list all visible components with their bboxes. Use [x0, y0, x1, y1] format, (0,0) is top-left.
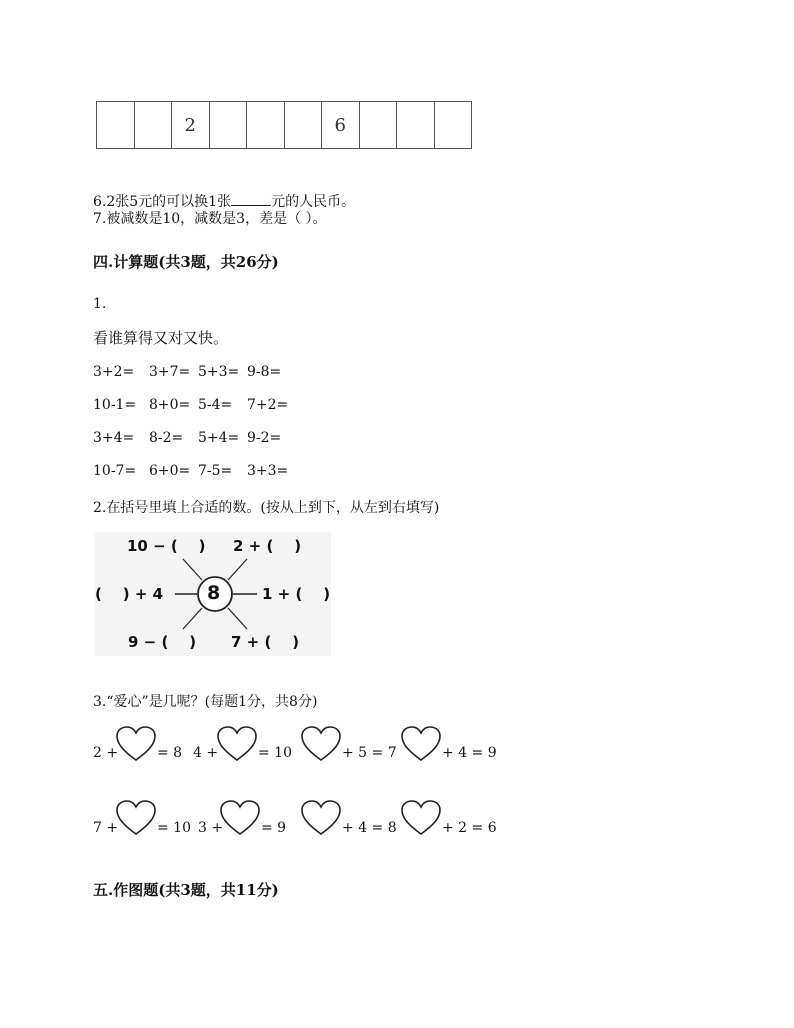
heart-eq-post: + 5 = 7 [342, 745, 397, 761]
calc-row [93, 364, 281, 380]
heart-icon[interactable] [301, 726, 341, 762]
heart-icon[interactable] [116, 726, 156, 762]
heart-eq-post: = 9 [261, 820, 287, 836]
question-6-text-before: 6.2张5元的可以换1张 [93, 194, 232, 210]
grid-cell[interactable] [397, 102, 435, 148]
heart-eq-pre: 7 + [93, 820, 119, 836]
heart-eq-pre: 2 + [93, 745, 119, 761]
heart-icon[interactable] [116, 800, 156, 836]
heart-eq-post: + 4 = 8 [342, 820, 397, 836]
star-bottom-right: 7 + ( ) [231, 633, 300, 651]
calc-row [93, 430, 281, 446]
grid-cell[interactable] [435, 102, 472, 148]
section-4-title: 四.计算题(共3题，共26分) [93, 253, 279, 271]
star-bottom-left: 9 − ( ) [128, 633, 197, 651]
calc-item: 8-2= [149, 430, 184, 446]
calc-item: 8+0= [149, 397, 191, 413]
question-2: 2.在括号里填上合适的数。(按从上到下，从左到右填写) [93, 500, 440, 516]
star-center-number: 8 [207, 582, 221, 604]
heart-eq-post: + 2 = 6 [442, 820, 497, 836]
heart-eq-post: = 10 [258, 745, 292, 761]
calc-instruction: 看谁算得又对又快。 [93, 329, 229, 347]
calc-item: 10-7= [93, 463, 137, 479]
heart-icon[interactable] [217, 726, 257, 762]
answer-blank[interactable] [231, 191, 271, 206]
grid-cell[interactable] [285, 102, 323, 148]
heart-eq-post: = 10 [157, 820, 191, 836]
star-right: 1 + ( ) [262, 585, 331, 603]
heart-eq-post: = 8 [157, 745, 183, 761]
calc-item: 7-5= [198, 463, 233, 479]
calc-item: 3+2= [93, 364, 135, 380]
star-top-right: 2 + ( ) [233, 537, 302, 555]
calc-item: 5+4= [198, 430, 240, 446]
heart-icon[interactable] [301, 800, 341, 836]
calc-item: 7+2= [247, 397, 289, 413]
grid-cell: 6 [322, 102, 360, 148]
star-top-left: 10 − ( ) [127, 537, 206, 555]
star-left: ( ) + 4 [95, 585, 164, 603]
question-6-text-after: 元的人民币。 [271, 194, 356, 210]
heart-icon[interactable] [401, 800, 441, 836]
calc-item: 3+7= [149, 364, 191, 380]
heart-eq-pre: 4 + [193, 745, 219, 761]
section-5-title: 五.作图题(共3题，共11分) [93, 881, 279, 899]
grid-cell[interactable] [360, 102, 398, 148]
star-diagram [95, 532, 331, 656]
heart-icon[interactable] [401, 726, 441, 762]
heart-eq-pre: 3 + [198, 820, 224, 836]
calc-item: 10-1= [93, 397, 137, 413]
calc-item: 5+3= [198, 364, 240, 380]
question-3: 3.“爱心”是几呢？(每题1分，共8分) [93, 694, 318, 710]
grid-cell[interactable] [247, 102, 285, 148]
calc-item: 9-2= [247, 430, 282, 446]
calc-item: 3+4= [93, 430, 135, 446]
grid-cell[interactable] [210, 102, 248, 148]
calc-item: 3+3= [247, 463, 289, 479]
grid-cell[interactable] [135, 102, 173, 148]
heart-icon[interactable] [220, 800, 260, 836]
calc-item: 6+0= [149, 463, 191, 479]
calc-row [93, 397, 288, 413]
question-1-number: 1. [93, 296, 107, 312]
calc-row [93, 463, 288, 479]
calc-item: 5-4= [198, 397, 233, 413]
grid-cell: 2 [172, 102, 210, 148]
calc-item: 9-8= [247, 364, 282, 380]
number-grid [96, 101, 472, 149]
grid-cell[interactable] [97, 102, 135, 148]
heart-eq-post: + 4 = 9 [442, 745, 497, 761]
question-6 [93, 191, 355, 211]
question-7: 7.被减数是10，减数是3，差是（ ）。 [93, 211, 327, 227]
